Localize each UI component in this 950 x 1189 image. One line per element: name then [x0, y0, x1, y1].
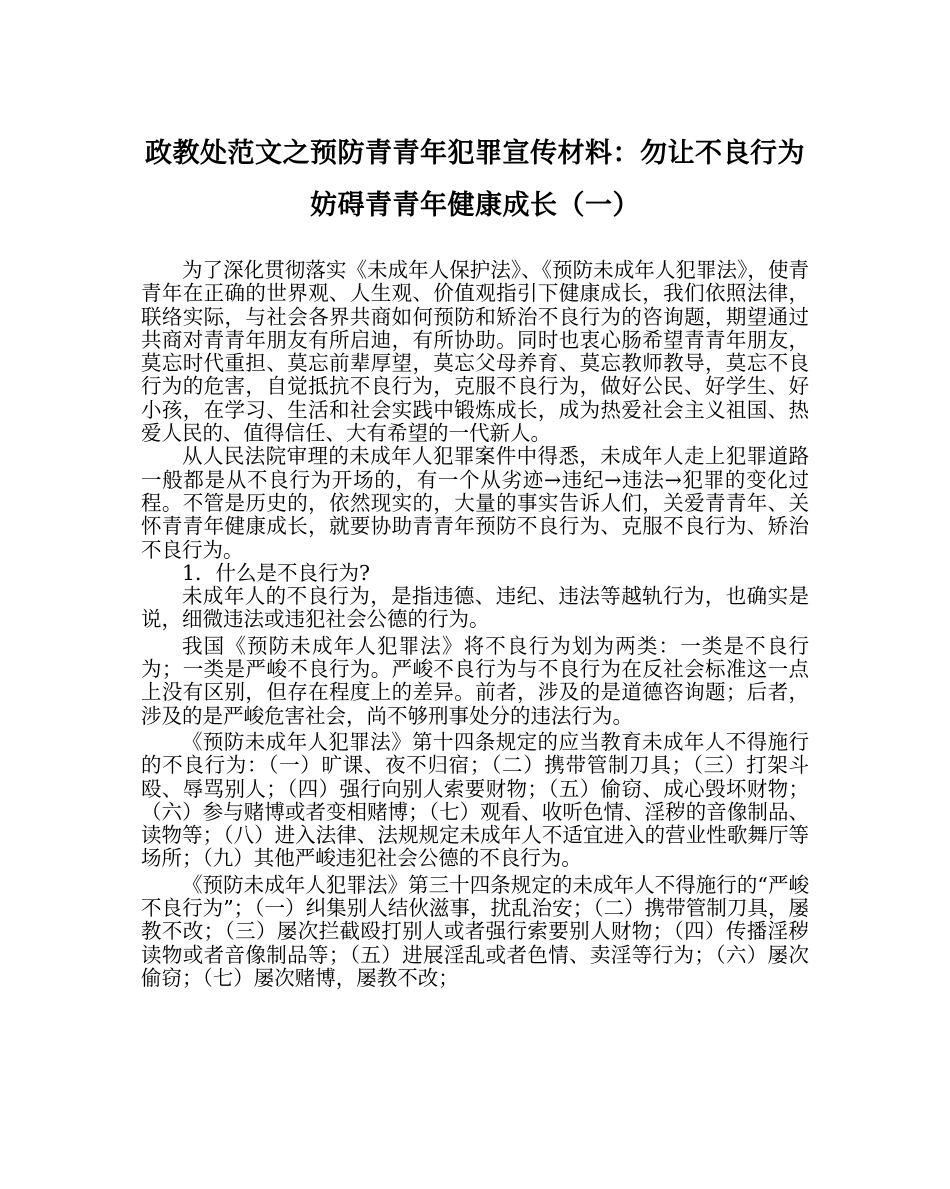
document-body [141, 259, 809, 990]
section-heading-what-is-bad-behavior: 1．什么是不良行为? [182, 560, 371, 585]
paragraph-article-34: 《预防未成年人犯罪法》第三十四条规定的未成年人不得施行的“严峻不良行为”；（一）纠集别人结伙滋事，扰乱治安；（二）携带管制刀具，屡教不改；（三）屡次拦截殴打别人或者强行索要别人财物；（四）传播淫秽读物或者音像制品等；（五）进展淫乱或者色情、卖淫等行为；（六）屡次偷窃；（七）屡次赌博，屡教不改； [141, 872, 809, 990]
title-line-1: 政教处范文之预防青青年犯罪宣传材料：勿让不良行为 [145, 138, 805, 169]
paragraph-intro: 为了深化贯彻落实《未成年人保护法》、《预防未成年人犯罪法》，使青青年在正确的世界观、人生观、价值观指引下健康成长，我们依照法律，联络实际，与社会各界共商如何预防和矫治不良行为的咨询题，期望通过共商对青青年朋友有所启迪，有所协助。同时也衷心肠希望青青年朋友，莫忘时代重担、莫忘前辈厚望，莫忘父母养育、莫忘教师教导，莫忘不良行为的危害，自觉抵抗不良行为，克服不良行为，做好公民、好学生、好小孩，在学习、生活和社会实践中锻炼成长，成为热爱社会主义祖国、热爱人民的、值得信任、大有希望的一代新人。 [141, 258, 809, 446]
title-line-2: 妨碍青青年健康成长（一） [310, 190, 640, 221]
document-title [120, 128, 830, 232]
paragraph-definition: 未成年人的不良行为，是指违德、违纪、违法等越轨行为，也确实是说，细微违法或违犯社会公德的行为。 [141, 584, 809, 632]
paragraph-court-cases: 从人民法院审理的未成年人犯罪案件中得悉，未成年人走上犯罪道路一般都是从不良行为开场的，有一个从劣迹→违纪→违法→犯罪的变化过程。不管是历史的，依然现实的，大量的事实告诉人们，关爱青青年、关怀青青年健康成长，就要协助青青年预防不良行为、克服不良行为、矫治不良行为。 [141, 444, 809, 562]
paragraph-article-14: 《预防未成年人犯罪法》第十四条规定的应当教育未成年人不得施行的不良行为：（一）旷课、夜不归宿；（二）携带管制刀具；（三）打架斗殴、辱骂别人；（四）强行向别人索要财物；（五）偷窃、成心毁坏财物；（六）参与赌博或者变相赌博；（七）观看、收听色情、淫秽的音像制品、读物等；（八）进入法律、法规规定未成年人不适宜进入的营业性歌舞厅等场所；（九）其他严峻违犯社会公德的不良行为。 [141, 729, 809, 871]
paragraph-classification: 我国《预防未成年人犯罪法》将不良行为划为两类：一类是不良行为；一类是严峻不良行为。严峻不良行为与不良行为在反社会标准这一点上没有区别，但存在程度上的差异。前者，涉及的是道德咨询题；后者，涉及的是严峻危害社会，尚不够刑事处分的违法行为。 [141, 633, 809, 728]
